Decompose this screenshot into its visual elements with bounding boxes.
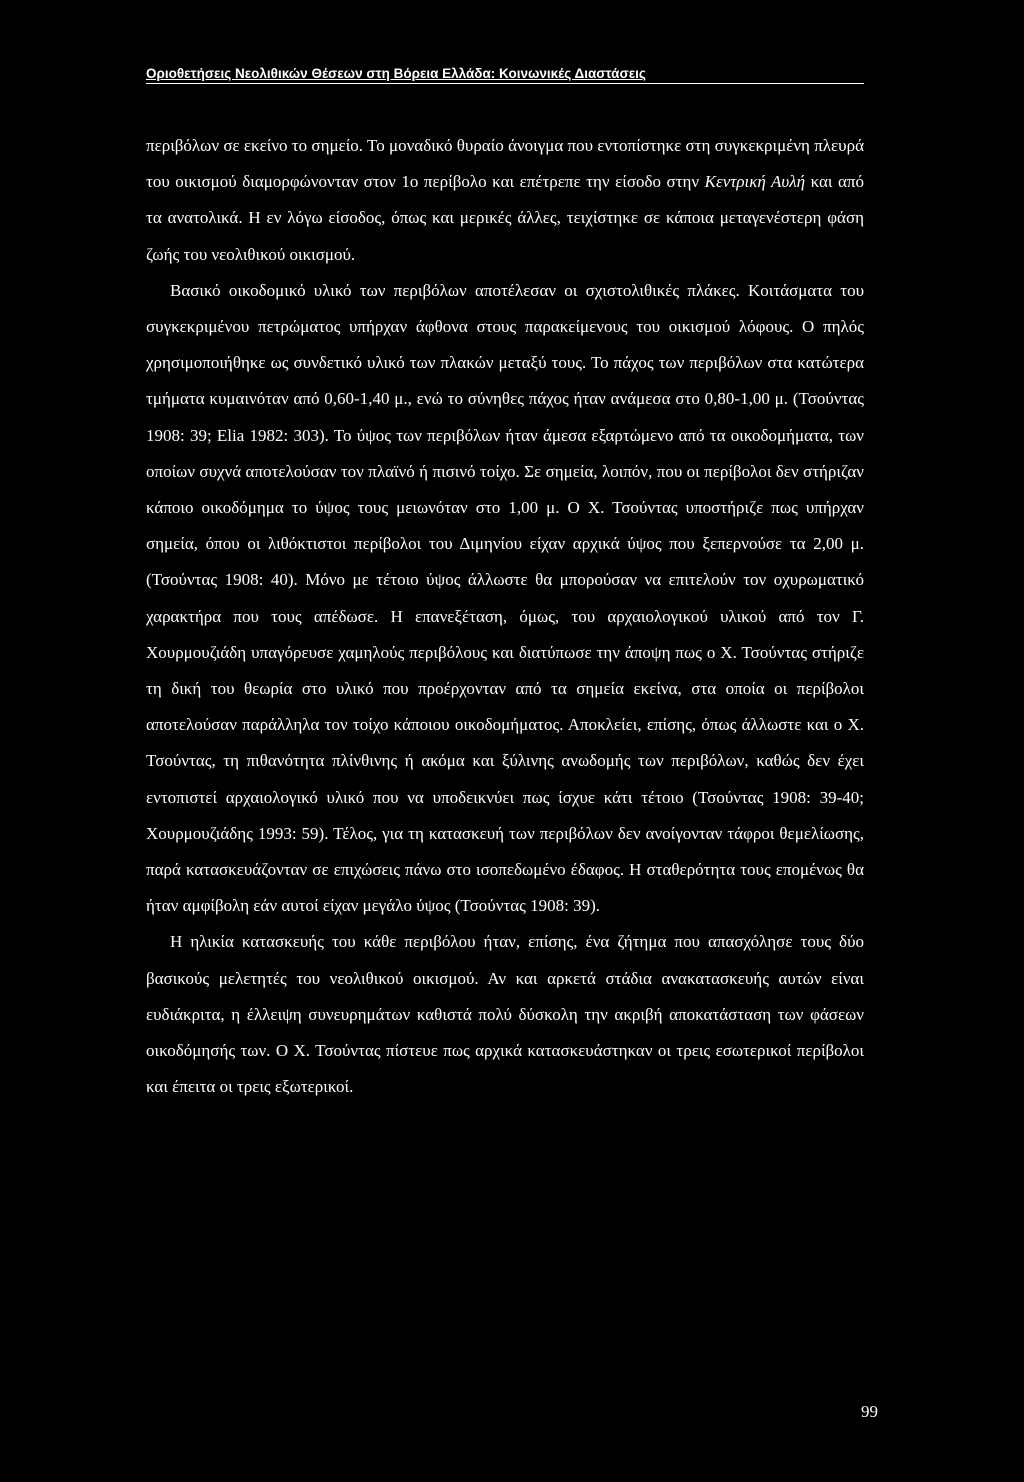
- page-number: 99: [861, 1402, 878, 1421]
- paragraph-3: Η ηλικία κατασκευής του κάθε περιβόλου ήταν, επίσης, ένα ζήτημα που απασχόλησε τους δύο βασικούς μελετητές του νεολιθικού οικισμού. Αν και αρκετά στάδια ανακατασκευής αυτών είναι ευδιάκριτα, η έλλειψη συνευρημάτων καθιστά πολύ δύσκολη την ακριβή αποκατάσταση των φάσεων οικοδόμησής των. Ο Χ. Τσούντας πίστευε πως αρχικά κατασκευάστηκαν οι τρεις εσωτερικοί περίβολοι και έπειτα οι τρεις εξωτερικοί.: [146, 932, 864, 1097]
- body-text: [146, 128, 864, 1105]
- paragraph-1-part-2: και από τα ανατολικά. Η εν λόγω είσοδος, όπως και μερικές άλλες, τειχίστηκε σε κάποια μεταγενέστερη φάση ζωής του νεολιθικού οικισμού.: [146, 172, 865, 264]
- running-header: [146, 66, 864, 84]
- paragraph-2: Βασικό οικοδομικό υλικό των περιβόλων αποτέλεσαν οι σχιστολιθικές πλάκες. Κοιτάσματα του συγκεκριμένου πετρώματος υπήρχαν άφθονα στους παρακείμενους του οικισμού λόφους. Ο πηλός χρησιμοποιήθηκε ως συνδετικό υλικό των πλακών μεταξύ τους. Το πάχος των περιβόλων στα κατώτερα τμήματα κυμαινόταν από 0,60-1,40 μ., ενώ το σύνηθες πάχος ήταν ανάμεσα στο 0,80-1,00 μ. (Τσούντας 1908: 39; Elia 1982: 303). Το ύψος των περιβόλων ήταν άμεσα εξαρτώμενο από τα οικοδομήματα, των οποίων συχνά αποτελούσαν τον πλαϊνό ή πισινό τοίχο. Σε σημεία, λοιπόν, που οι περίβολοι δεν στήριζαν κάποιο οικοδόμημα το ύψος τους μειωνόταν στο 1,00 μ. Ο Χ. Τσούντας υποστήριζε πως υπήρχαν σημεία, όπου οι λιθόκτιστοι περίβολοι του Διμηνίου είχαν αρχικά ύψος που ξεπερνούσε τα 2,00 μ. (Τσούντας 1908: 40). Μόνο με τέτοιο ύψος άλλωστε θα μπορούσαν να επιτελούν τον οχυρωματικό χαρακτήρα που τους απέδωσε. Η επανεξέταση, όμως, του αρχαιολογικού υλικού από τον Γ. Χουρμουζιάδη υπαγόρευσε χαμηλούς περιβόλους και διατύπωσε την άποψη πως ο Χ. Τσούντας στήριζε τη δική του θεωρία στο υλικό που προέρχονταν από τα σημεία εκείνα, στα οποία οι περίβολοι αποτελούσαν παράλληλα τον τοίχο κάποιου οικοδομήματος. Αποκλείει, επίσης, όπως άλλωστε και ο Χ. Τσούντας, τη πιθανότητα πλίνθινης ή ακόμα και ξύλινης ανωδομής των περιβόλων, καθώς δεν έχει εντοπιστεί αρχαιολογικό υλικό που να υποδεικνύει πως ίσχυε κάτι τέτοιο (Τσούντας 1908: 39-40; Χουρμουζιάδης 1993: 59). Τέλος, για τη κατασκευή των περιβόλων δεν ανοίγονταν τάφροι θεμελίωσης, παρά κατασκευάζονταν σε επιχώσεις πάνω στο ισοπεδωμένο έδαφος. Η σταθερότητα τους επομένως θα ήταν αμφίβολη εάν αυτοί είχαν μεγάλο ύψος (Τσούντας 1908: 39).: [146, 280, 864, 916]
- running-title: Οριοθετήσεις Νεολιθικών Θέσεων στη Βόρεια Ελλάδα: Κοινωνικές Διαστάσεις: [146, 66, 646, 81]
- paragraph-1-part-1: περιβόλων σε εκείνο το σημείο. Το μοναδικό θυραίο άνοιγμα που εντοπίστηκε στη συγκεκριμένη πλευρά του οικισμού διαμορφώνονταν στον 1ο περίβολο και επέτρεπε την είσοδο στην: [146, 136, 864, 192]
- paragraph-1-italic-term: Κεντρική Αυλή: [704, 172, 806, 192]
- paragraph-1: [146, 128, 864, 273]
